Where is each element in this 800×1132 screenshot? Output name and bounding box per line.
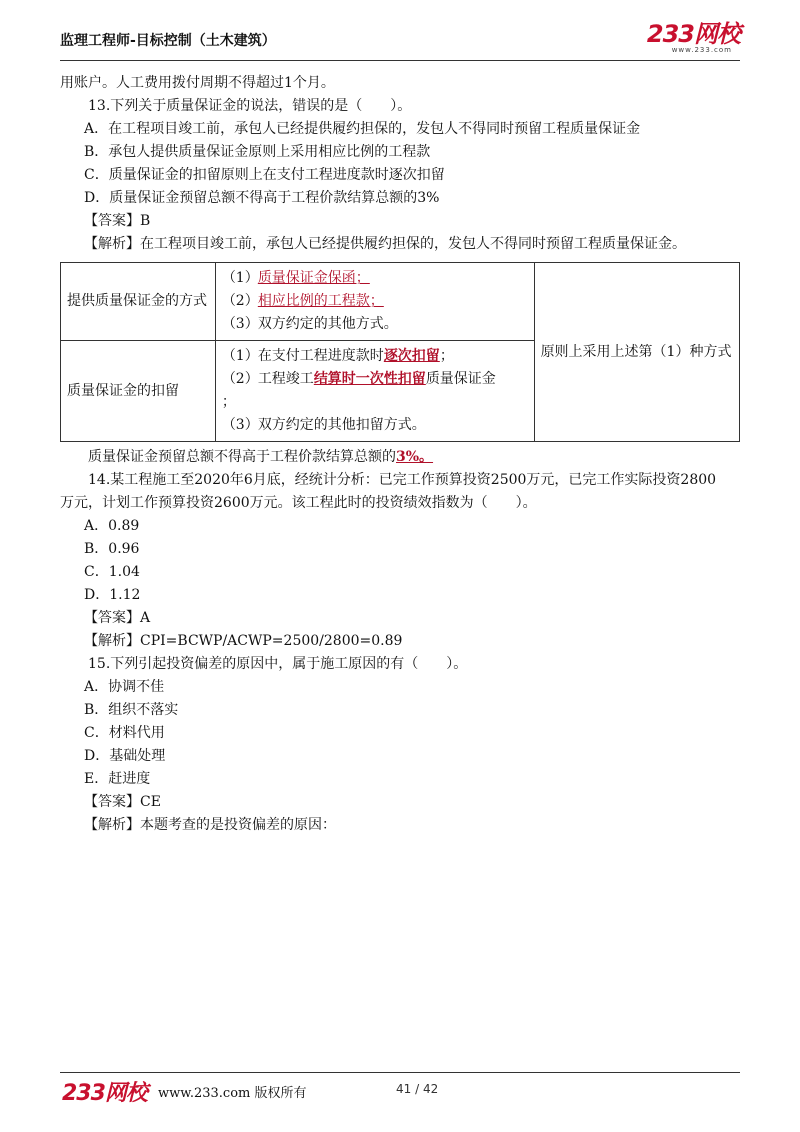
highlight-text: 质量保证金保函；	[257, 270, 370, 286]
logo-url: www.233.com	[671, 46, 732, 54]
row1-items	[215, 263, 534, 341]
item-text: ；	[439, 348, 454, 364]
continuation-line: 用账户。人工费用拨付周期不得超过1个月。	[60, 75, 335, 91]
item-text: 在支付工程进度款时	[257, 348, 384, 364]
question-15: 15.下列引起投资偏差的原因中，属于施工原因的有（ ）。	[88, 656, 468, 672]
row2-heading: 质量保证金的扣留	[61, 341, 216, 442]
item-number: （2）	[221, 371, 259, 387]
footer-divider	[60, 1072, 740, 1073]
question-14-cont: 万元，计划工作预算投资2600万元。该工程此时的投资绩效指数为（ ）。	[60, 495, 537, 511]
highlight-text: 相应比例的工程款；	[257, 293, 384, 309]
q15-option-b: B．组织不落实	[84, 702, 179, 718]
page-number: 41 / 42	[396, 1082, 439, 1096]
question-14: 14.某工程施工至2020年6月底，经统计分析：已完工作预算投资2500万元，已完工作实际投资2800	[88, 472, 717, 488]
q13-option-d: D．质量保证金预留总额不得高于工程价款结算总额的3%	[84, 190, 440, 206]
row2-items	[215, 341, 534, 442]
q13-option-b: B．承包人提供质量保证金原则上采用相应比例的工程款	[84, 144, 431, 160]
q15-option-e: E．赶进度	[84, 771, 151, 787]
q13-explanation: 【解析】在工程项目竣工前，承包人已经提供履约担保的，发包人不得同时预留工程质量保证金。	[84, 236, 686, 252]
q14-option-b: B．0.96	[84, 541, 140, 557]
item-number: （3）	[221, 316, 259, 332]
q14-option-a: A．0.89	[84, 518, 140, 534]
item-number: （3）	[221, 417, 259, 433]
logo-text: 233网校	[646, 20, 740, 48]
brand-logo	[630, 22, 740, 56]
merged-note-cell: 原则上采用上述第（1）种方式	[534, 263, 739, 442]
q13-answer: 【答案】B	[84, 213, 151, 229]
q14-option-c: C．1.04	[84, 564, 140, 580]
q13-option-a: A．在工程项目竣工前，承包人已经提供履约担保的，发包人不得同时预留工程质量保证金	[84, 121, 641, 137]
q15-option-a: A．协调不佳	[84, 679, 165, 695]
highlight-text: 结算时一次性扣留	[313, 371, 426, 387]
highlight-text: 逐次扣留	[383, 348, 440, 364]
row1-heading: 提供质量保证金的方式	[61, 263, 216, 341]
q15-answer: 【答案】CE	[84, 794, 161, 810]
question-13: 13.下列关于质量保证金的说法，错误的是（ ）。	[88, 98, 412, 114]
q13-option-c: C．质量保证金的扣留原则上在支付工程进度款时逐次扣留	[84, 167, 445, 183]
item-text: 双方约定的其他方式。	[257, 316, 398, 332]
header-divider	[60, 60, 740, 61]
quality-deposit-table	[60, 262, 740, 442]
q14-explanation: 【解析】CPI=BCWP/ACWP=2500/2800=0.89	[84, 633, 403, 649]
item-number: （2）	[221, 293, 259, 309]
table-row	[61, 263, 740, 341]
q14-answer: 【答案】A	[84, 610, 151, 626]
footer-copyright: www.233.com 版权所有	[158, 1086, 307, 1101]
q15-option-c: C．材料代用	[84, 725, 165, 741]
note-highlight: 3%。	[396, 449, 434, 465]
item-number: （1）	[221, 348, 259, 364]
item-number: （1）	[221, 270, 259, 286]
document-title: 监理工程师-目标控制（土木建筑）	[60, 33, 276, 49]
item-text: 工程竣工	[257, 371, 314, 387]
page-header	[60, 22, 740, 58]
wrap-punctuation: ；	[221, 394, 236, 410]
footer-logo: 233网校	[62, 1081, 147, 1106]
page-content	[60, 72, 740, 837]
item-text: 双方约定的其他扣留方式。	[257, 417, 426, 433]
q15-explanation: 【解析】本题考查的是投资偏差的原因：	[84, 817, 336, 833]
q15-option-d: D．基础处理	[84, 748, 166, 764]
item-text: 质量保证金	[425, 371, 496, 387]
note-text: 质量保证金预留总额不得高于工程价款结算总额的	[88, 449, 396, 465]
page-footer	[60, 1076, 740, 1106]
q14-option-d: D．1.12	[84, 587, 141, 603]
